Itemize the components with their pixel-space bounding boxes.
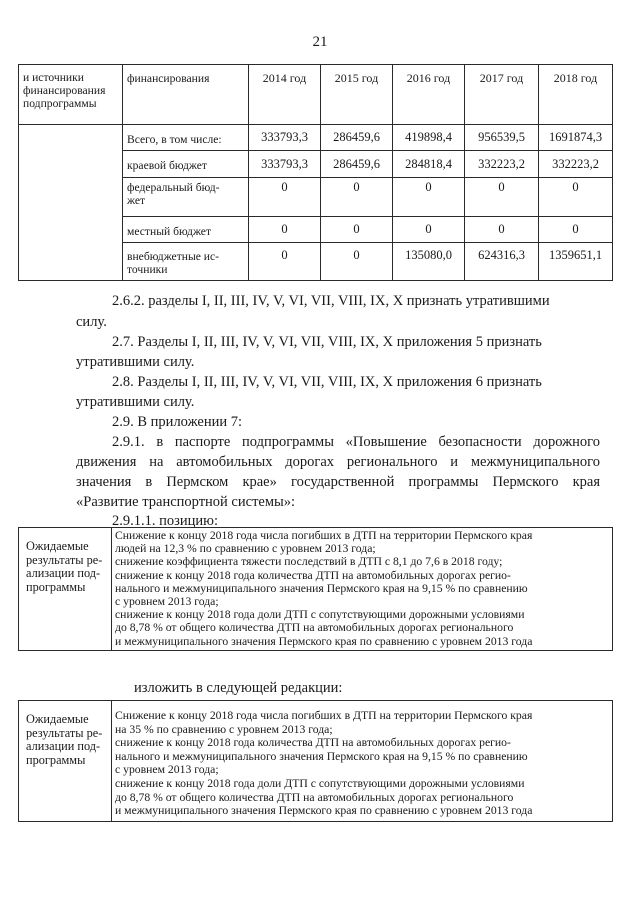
new-position-table xyxy=(18,700,613,822)
paragraph-2-7-cont: утратившими силу. xyxy=(76,354,195,370)
paragraph-2-9-1-cont: «Развитие транспортной системы»: xyxy=(76,494,296,510)
header-left-line: и источники xyxy=(23,71,84,84)
value-cell: 419898,4 xyxy=(393,125,465,151)
page-number: 21 xyxy=(312,34,328,50)
row-label-line: внебюджетные ис- xyxy=(127,250,220,263)
row-label: краевой бюджет xyxy=(123,151,249,178)
paragraph-2-9-1-cont: значения в Пермском крае» государственной программы Пермского края xyxy=(76,474,600,490)
value-cell: 1359651,1 xyxy=(539,243,613,281)
expected-results-text xyxy=(112,701,613,822)
year-header: 2015 год xyxy=(321,65,393,125)
value-cell: 0 xyxy=(321,243,393,281)
paragraph-2-8: 2.8. Разделы I, II, III, IV, V, VI, VII, VIII, IX, X приложения 6 признать xyxy=(112,374,542,390)
value-cell: 332223,2 xyxy=(465,151,539,178)
year-header: 2016 год xyxy=(393,65,465,125)
empty-cell xyxy=(19,217,123,243)
label-line: результаты ре- xyxy=(26,552,103,567)
text-line: снижение к концу 2018 года количества ДТП на автомобильных дорогах регио- xyxy=(115,736,511,750)
expected-results-label xyxy=(19,701,112,822)
value-cell: 956539,5 xyxy=(465,125,539,151)
empty-cell xyxy=(19,151,123,178)
row-label xyxy=(123,178,249,217)
paragraph-2-6-2: 2.6.2. разделы I, II, III, IV, V, VI, VII, VIII, IX, X признать утратившими xyxy=(112,293,550,309)
text-line: снижение коэффициента тяжести последствий в ДТП с 8,1 до 7,6 в 2018 году; xyxy=(115,555,503,569)
header-left-line: подпрограммы xyxy=(23,97,97,110)
value-cell: 0 xyxy=(321,178,393,217)
paragraph-2-8-cont: утратившими силу. xyxy=(76,394,195,410)
text-line: снижение к концу 2018 года доли ДТП с сопутствующими дорожными условиями xyxy=(115,776,525,790)
text-line: снижение к концу 2018 года количества ДТП на автомобильных дорогах регио- xyxy=(115,568,511,582)
value-cell: 0 xyxy=(249,243,321,281)
value-cell: 135080,0 xyxy=(393,243,465,281)
paragraph-2-9-1-1: 2.9.1.1. позицию: xyxy=(112,513,219,529)
header-left-line: финансирования xyxy=(23,84,106,97)
text-line: снижение к концу 2018 года доли ДТП с сопутствующими дорожными условиями xyxy=(115,608,525,622)
empty-cell xyxy=(19,243,123,281)
redaction-note: изложить в следующей редакции: xyxy=(134,680,343,696)
value-cell: 624316,3 xyxy=(465,243,539,281)
text-line: нального и межмуниципального значения Пермского края на 9,15 % по сравнению xyxy=(115,581,528,595)
value-cell: 0 xyxy=(321,217,393,243)
paragraph-2-7: 2.7. Разделы I, II, III, IV, V, VI, VII, VIII, IX, X приложения 5 признать xyxy=(112,334,542,350)
table-row xyxy=(19,243,613,281)
value-cell: 286459,6 xyxy=(321,151,393,178)
value-cell: 0 xyxy=(393,178,465,217)
value-cell: 332223,2 xyxy=(539,151,613,178)
old-position-table xyxy=(18,527,613,651)
text-line: людей на 12,3 % по сравнению с уровнем 2013 года; xyxy=(115,542,376,556)
text-line: на 35 % по сравнению с уровнем 2013 года; xyxy=(115,722,333,736)
label-line: результаты ре- xyxy=(26,725,103,740)
year-header: 2014 год xyxy=(249,65,321,125)
text-line: и межмуниципального значения Пермского края по сравнению с уровнем 2013 года xyxy=(115,804,533,818)
empty-cell xyxy=(19,125,123,151)
row-label: Всего, в том числе: xyxy=(123,125,249,151)
table-row xyxy=(19,151,613,178)
text-line: нального и межмуниципального значения Пермского края на 9,15 % по сравнению xyxy=(115,749,528,763)
table-row xyxy=(19,528,613,651)
row-label-line: жет xyxy=(127,194,146,207)
label-line: программы xyxy=(26,752,86,767)
value-cell: 333793,3 xyxy=(249,125,321,151)
paragraph-2-9: 2.9. В приложении 7: xyxy=(112,414,243,430)
table-row xyxy=(19,217,613,243)
value-cell: 286459,6 xyxy=(321,125,393,151)
table-header-row xyxy=(19,65,613,125)
value-cell: 1691874,3 xyxy=(539,125,613,151)
expected-results-text xyxy=(112,528,613,651)
label-line: ализации под- xyxy=(26,566,101,580)
label-line: программы xyxy=(26,579,86,594)
text-line: с уровнем 2013 года; xyxy=(115,595,219,609)
header-sources-cell xyxy=(19,65,123,125)
text-line: Снижение к концу 2018 года числа погибших в ДТП на территории Пермского края xyxy=(115,529,533,542)
table-row xyxy=(19,125,613,151)
label-line: Ожидаемые xyxy=(26,712,89,726)
label-line: Ожидаемые xyxy=(26,539,89,553)
text-line: до 8,78 % от общего количества ДТП на автомобильных дорогах регионального xyxy=(115,621,514,635)
header-financing-cell: финансирования xyxy=(123,65,249,125)
text-line: Снижение к концу 2018 года числа погибших в ДТП на территории Пермского края xyxy=(115,709,533,722)
value-cell: 0 xyxy=(249,217,321,243)
row-label: местный бюджет xyxy=(123,217,249,243)
text-line: с уровнем 2013 года; xyxy=(115,763,219,777)
row-label-line: точники xyxy=(127,263,168,276)
year-header: 2017 год xyxy=(465,65,539,125)
row-label-line: федеральный бюд- xyxy=(127,181,220,194)
value-cell: 0 xyxy=(393,217,465,243)
value-cell: 0 xyxy=(465,178,539,217)
value-cell: 284818,4 xyxy=(393,151,465,178)
table-row xyxy=(19,178,613,217)
text-line: и межмуниципального значения Пермского края по сравнению с уровнем 2013 года xyxy=(115,634,533,648)
row-label xyxy=(123,243,249,281)
empty-cell xyxy=(19,178,123,217)
paragraph-2-9-1-cont: движения на автомобильных дорогах регионального и межмуниципального xyxy=(76,454,600,470)
paragraph-2-9-1: 2.9.1. в паспорте подпрограммы «Повышение безопасности дорожного xyxy=(112,434,600,450)
value-cell: 0 xyxy=(539,217,613,243)
value-cell: 0 xyxy=(465,217,539,243)
paragraph-2-6-2-cont: силу. xyxy=(76,314,107,330)
value-cell: 333793,3 xyxy=(249,151,321,178)
label-line: ализации под- xyxy=(26,739,101,753)
expected-results-label xyxy=(19,528,112,651)
value-cell: 0 xyxy=(249,178,321,217)
year-header: 2018 год xyxy=(539,65,613,125)
value-cell: 0 xyxy=(539,178,613,217)
financing-table xyxy=(18,64,613,281)
text-line: до 8,78 % от общего количества ДТП на автомобильных дорогах регионального xyxy=(115,790,514,804)
table-row xyxy=(19,701,613,822)
